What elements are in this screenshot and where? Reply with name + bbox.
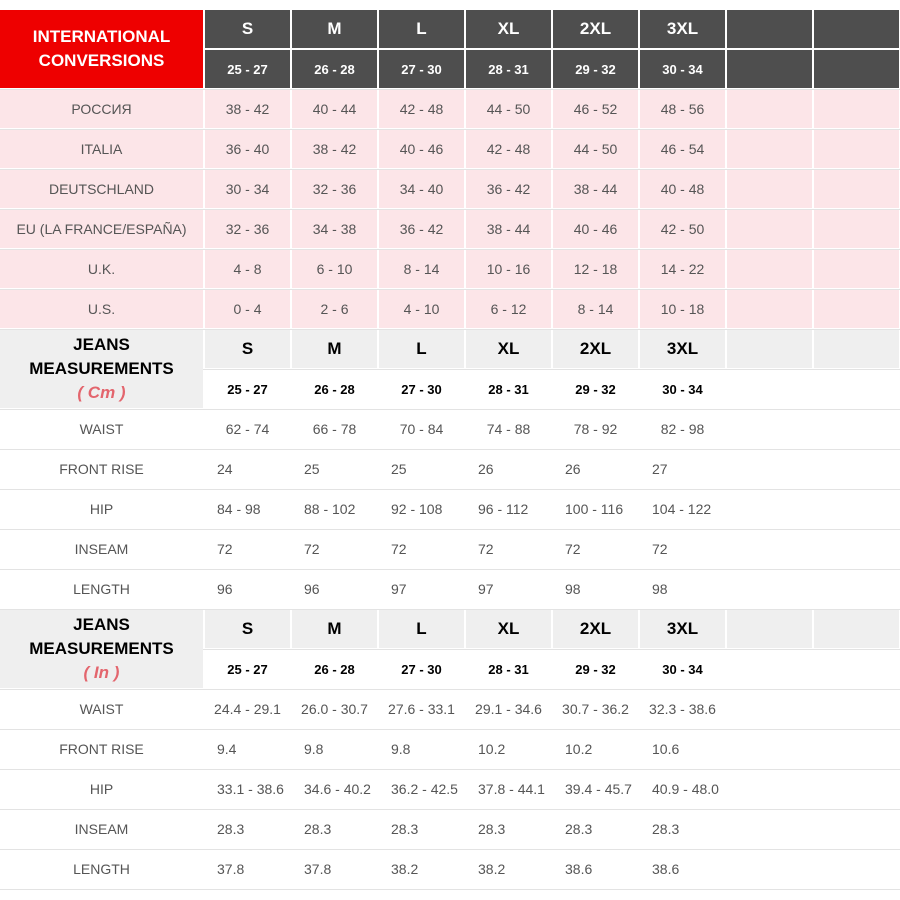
table-cell: 74 - 88 xyxy=(466,410,551,448)
title-line: JEANS xyxy=(73,615,130,634)
waist-size-header-cell: 30 - 34 xyxy=(640,650,725,688)
table-cell xyxy=(814,450,899,488)
measurement-label: WAIST xyxy=(0,410,203,448)
measurement-label: INSEAM xyxy=(0,810,203,848)
table-cell xyxy=(814,490,899,528)
measurement-label: HIP xyxy=(0,770,203,808)
waist-size-header-cell: 29 - 32 xyxy=(553,50,638,88)
measurement-label: FRONT RISE xyxy=(0,730,203,768)
table-cell: 30 - 34 xyxy=(205,170,290,208)
table-cell: 96 - 112 xyxy=(466,490,551,528)
measurement-label: WAIST xyxy=(0,690,203,728)
table-cell xyxy=(727,730,812,768)
table-cell: 4 - 8 xyxy=(205,250,290,288)
table-cell: 14 - 22 xyxy=(640,250,725,288)
table-cell: 24 xyxy=(205,450,290,488)
title-line: MEASUREMENTS xyxy=(29,639,174,658)
table-cell: 38 - 42 xyxy=(292,130,377,168)
table-cell xyxy=(814,130,899,168)
table-cell: 38 - 44 xyxy=(466,210,551,248)
table-cell xyxy=(727,530,812,568)
table-cell xyxy=(814,810,899,848)
table-cell: 38 - 42 xyxy=(205,90,290,128)
table-cell xyxy=(727,850,812,888)
table-cell: 38.2 xyxy=(466,850,551,888)
table-cell: 42 - 48 xyxy=(466,130,551,168)
table-cell: 44 - 50 xyxy=(466,90,551,128)
table-cell: 32 - 36 xyxy=(292,170,377,208)
waist-size-header-cell: 30 - 34 xyxy=(640,50,725,88)
waist-size-header-cell: 27 - 30 xyxy=(379,50,464,88)
table-cell: 88 - 102 xyxy=(292,490,377,528)
country-label: U.K. xyxy=(0,250,203,288)
title-line: CONVERSIONS xyxy=(38,51,165,70)
table-cell: 62 - 74 xyxy=(205,410,290,448)
waist-size-header-cell: 25 - 27 xyxy=(205,650,290,688)
table-cell: 34.6 - 40.2 xyxy=(292,770,377,808)
size-header-cell: L xyxy=(379,610,464,648)
waist-size-header-cell: 26 - 28 xyxy=(292,370,377,408)
table-cell: 36 - 40 xyxy=(205,130,290,168)
waist-size-header-cell xyxy=(727,650,812,688)
table-cell: 46 - 54 xyxy=(640,130,725,168)
international-conversions-title xyxy=(0,10,203,88)
title-line: JEANS xyxy=(73,335,130,354)
table-cell: 9.8 xyxy=(379,730,464,768)
table-cell: 8 - 14 xyxy=(379,250,464,288)
table-cell: 26.0 - 30.7 xyxy=(292,690,377,728)
waist-size-header-cell: 26 - 28 xyxy=(292,650,377,688)
table-cell xyxy=(814,730,899,768)
table-cell: 28.3 xyxy=(466,810,551,848)
title-line: MEASUREMENTS xyxy=(29,359,174,378)
country-label: EU (LA FRANCE/ESPAÑA) xyxy=(0,210,203,248)
table-cell: 98 xyxy=(553,570,638,608)
table-cell: 40.9 - 48.0 xyxy=(640,770,725,808)
table-cell xyxy=(814,850,899,888)
table-cell: 72 xyxy=(205,530,290,568)
table-cell xyxy=(727,170,812,208)
table-cell: 39.4 - 45.7 xyxy=(553,770,638,808)
waist-size-header-cell xyxy=(814,370,899,408)
table-cell: 72 xyxy=(466,530,551,568)
table-cell xyxy=(727,130,812,168)
table-cell: 96 xyxy=(292,570,377,608)
table-cell: 2 - 6 xyxy=(292,290,377,328)
waist-size-header-cell: 27 - 30 xyxy=(379,370,464,408)
table-cell: 36.2 - 42.5 xyxy=(379,770,464,808)
measurement-label: LENGTH xyxy=(0,570,203,608)
table-cell: 97 xyxy=(379,570,464,608)
table-cell: 28.3 xyxy=(292,810,377,848)
size-header-cell: S xyxy=(205,610,290,648)
size-header-cell xyxy=(727,10,812,48)
table-cell: 33.1 - 38.6 xyxy=(205,770,290,808)
country-label: DEUTSCHLAND xyxy=(0,170,203,208)
table-cell xyxy=(727,250,812,288)
measurement-label: LENGTH xyxy=(0,850,203,888)
waist-size-header-cell: 29 - 32 xyxy=(553,650,638,688)
size-header-cell: 2XL xyxy=(553,330,638,368)
table-cell: 40 - 46 xyxy=(379,130,464,168)
size-header-cell: XL xyxy=(466,10,551,48)
table-cell: 48 - 56 xyxy=(640,90,725,128)
table-cell: 72 xyxy=(379,530,464,568)
size-header-cell: S xyxy=(205,330,290,368)
waist-size-header-cell: 27 - 30 xyxy=(379,650,464,688)
waist-size-header-cell xyxy=(814,650,899,688)
table-cell: 6 - 10 xyxy=(292,250,377,288)
table-cell: 70 - 84 xyxy=(379,410,464,448)
table-cell: 78 - 92 xyxy=(553,410,638,448)
size-header-cell: S xyxy=(205,10,290,48)
waist-size-header-cell xyxy=(814,50,899,88)
table-cell: 27 xyxy=(640,450,725,488)
table-cell: 9.4 xyxy=(205,730,290,768)
table-cell xyxy=(814,770,899,808)
table-cell: 42 - 50 xyxy=(640,210,725,248)
table-cell xyxy=(814,210,899,248)
table-cell: 26 xyxy=(553,450,638,488)
table-cell: 26 xyxy=(466,450,551,488)
table-cell xyxy=(727,490,812,528)
size-header-cell: M xyxy=(292,330,377,368)
measurement-label: FRONT RISE xyxy=(0,450,203,488)
table-cell: 38 - 44 xyxy=(553,170,638,208)
country-label: U.S. xyxy=(0,290,203,328)
size-header-cell xyxy=(727,330,812,368)
measurement-label: INSEAM xyxy=(0,530,203,568)
size-header-cell xyxy=(814,10,899,48)
table-cell xyxy=(727,690,812,728)
waist-size-header-cell: 28 - 31 xyxy=(466,50,551,88)
table-cell: 12 - 18 xyxy=(553,250,638,288)
unit-label: ( Cm ) xyxy=(77,383,126,402)
waist-size-header-cell xyxy=(727,50,812,88)
table-cell: 10.6 xyxy=(640,730,725,768)
table-cell: 44 - 50 xyxy=(553,130,638,168)
table-cell: 98 xyxy=(640,570,725,608)
table-cell: 29.1 - 34.6 xyxy=(466,690,551,728)
size-header-cell: L xyxy=(379,330,464,368)
table-cell: 84 - 98 xyxy=(205,490,290,528)
table-cell xyxy=(814,410,899,448)
waist-size-header-cell: 29 - 32 xyxy=(553,370,638,408)
table-cell: 100 - 116 xyxy=(553,490,638,528)
table-cell: 66 - 78 xyxy=(292,410,377,448)
size-header-cell: L xyxy=(379,10,464,48)
table-cell: 40 - 46 xyxy=(553,210,638,248)
table-cell xyxy=(814,170,899,208)
table-cell: 34 - 40 xyxy=(379,170,464,208)
size-header-cell xyxy=(727,610,812,648)
table-cell: 24.4 - 29.1 xyxy=(205,690,290,728)
table-cell: 97 xyxy=(466,570,551,608)
size-header-cell: 3XL xyxy=(640,330,725,368)
table-cell: 38.6 xyxy=(640,850,725,888)
table-cell: 34 - 38 xyxy=(292,210,377,248)
waist-size-header-cell: 30 - 34 xyxy=(640,370,725,408)
table-cell: 46 - 52 xyxy=(553,90,638,128)
table-cell: 72 xyxy=(553,530,638,568)
table-cell: 27.6 - 33.1 xyxy=(379,690,464,728)
table-cell: 28.3 xyxy=(640,810,725,848)
table-cell: 25 xyxy=(292,450,377,488)
table-cell: 28.3 xyxy=(205,810,290,848)
table-cell xyxy=(814,570,899,608)
table-cell xyxy=(814,530,899,568)
title-line: INTERNATIONAL xyxy=(32,27,171,46)
jeans-measurements-title xyxy=(0,330,203,408)
waist-size-header-cell: 26 - 28 xyxy=(292,50,377,88)
size-header-cell: 3XL xyxy=(640,610,725,648)
row-divider xyxy=(0,889,900,890)
waist-size-header-cell: 28 - 31 xyxy=(466,370,551,408)
table-cell xyxy=(727,410,812,448)
jeans-measurements-title xyxy=(0,610,203,688)
table-cell: 9.8 xyxy=(292,730,377,768)
country-label: ITALIA xyxy=(0,130,203,168)
table-cell: 6 - 12 xyxy=(466,290,551,328)
table-cell: 38.2 xyxy=(379,850,464,888)
table-cell: 10.2 xyxy=(553,730,638,768)
table-cell: 28.3 xyxy=(553,810,638,848)
table-cell: 72 xyxy=(640,530,725,568)
size-header-cell: 2XL xyxy=(553,10,638,48)
table-cell xyxy=(814,90,899,128)
size-header-cell: XL xyxy=(466,330,551,368)
size-header-cell xyxy=(814,610,899,648)
table-cell xyxy=(727,810,812,848)
table-cell: 72 xyxy=(292,530,377,568)
table-cell: 36 - 42 xyxy=(466,170,551,208)
unit-label: ( In ) xyxy=(83,663,120,682)
table-cell: 0 - 4 xyxy=(205,290,290,328)
country-label: РОССИЯ xyxy=(0,90,203,128)
table-cell xyxy=(727,570,812,608)
table-cell: 92 - 108 xyxy=(379,490,464,528)
table-cell xyxy=(727,210,812,248)
waist-size-header-cell xyxy=(727,370,812,408)
table-cell xyxy=(814,250,899,288)
table-cell xyxy=(727,90,812,128)
table-cell: 8 - 14 xyxy=(553,290,638,328)
table-cell: 4 - 10 xyxy=(379,290,464,328)
waist-size-header-cell: 28 - 31 xyxy=(466,650,551,688)
table-cell: 96 xyxy=(205,570,290,608)
waist-size-header-cell: 25 - 27 xyxy=(205,50,290,88)
size-header-cell xyxy=(814,330,899,368)
table-cell: 37.8 xyxy=(292,850,377,888)
table-cell: 42 - 48 xyxy=(379,90,464,128)
size-header-cell: M xyxy=(292,610,377,648)
size-header-cell: M xyxy=(292,10,377,48)
table-cell: 25 xyxy=(379,450,464,488)
size-header-cell: 3XL xyxy=(640,10,725,48)
table-cell: 32.3 - 38.6 xyxy=(640,690,725,728)
table-cell: 40 - 48 xyxy=(640,170,725,208)
table-cell xyxy=(814,290,899,328)
table-cell: 28.3 xyxy=(379,810,464,848)
table-cell: 10.2 xyxy=(466,730,551,768)
table-cell: 38.6 xyxy=(553,850,638,888)
size-header-cell: 2XL xyxy=(553,610,638,648)
table-cell xyxy=(727,770,812,808)
table-cell: 30.7 - 36.2 xyxy=(553,690,638,728)
waist-size-header-cell: 25 - 27 xyxy=(205,370,290,408)
table-cell: 37.8 - 44.1 xyxy=(466,770,551,808)
measurement-label: HIP xyxy=(0,490,203,528)
table-cell xyxy=(814,690,899,728)
table-cell xyxy=(727,450,812,488)
table-cell: 40 - 44 xyxy=(292,90,377,128)
table-cell: 37.8 xyxy=(205,850,290,888)
table-cell: 104 - 122 xyxy=(640,490,725,528)
table-cell: 32 - 36 xyxy=(205,210,290,248)
table-cell: 10 - 16 xyxy=(466,250,551,288)
table-cell xyxy=(727,290,812,328)
size-header-cell: XL xyxy=(466,610,551,648)
table-cell: 36 - 42 xyxy=(379,210,464,248)
table-cell: 82 - 98 xyxy=(640,410,725,448)
table-cell: 10 - 18 xyxy=(640,290,725,328)
